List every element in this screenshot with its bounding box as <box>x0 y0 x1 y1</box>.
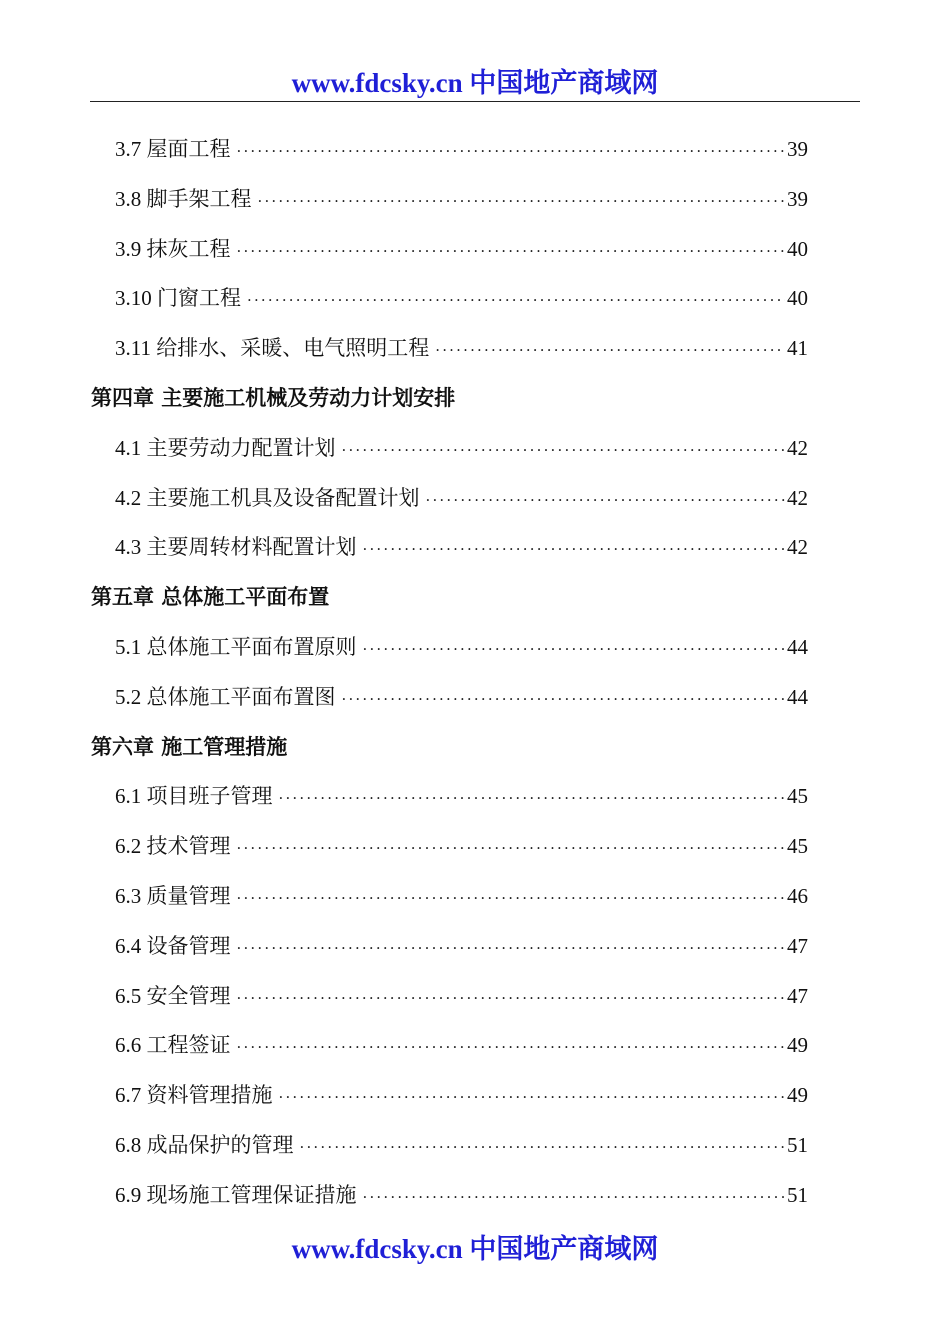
toc-entry <box>115 1080 808 1110</box>
dot-leader <box>247 285 785 315</box>
toc-entry <box>115 333 808 363</box>
toc-entry-title: 5.1 总体施工平面布置原则 <box>115 635 357 659</box>
toc-entry-page-number: 41 <box>787 336 808 360</box>
toc-entry <box>115 483 808 513</box>
toc-entry-page-number: 47 <box>787 984 808 1008</box>
toc-entry-title: 6.3 质量管理 <box>115 884 231 908</box>
toc-entry <box>115 931 808 961</box>
toc-entry <box>115 134 808 164</box>
toc-entry <box>115 781 808 811</box>
toc-entry <box>115 881 808 911</box>
toc-entry <box>115 632 808 662</box>
dot-leader <box>258 186 786 216</box>
chapter-title: 第四章 主要施工机械及劳动力计划安排 <box>91 386 456 410</box>
toc-entry-page-number: 42 <box>787 486 808 510</box>
chapter-heading <box>91 383 811 413</box>
toc-entry-page-number: 46 <box>787 884 808 908</box>
dot-leader <box>426 485 786 515</box>
toc-entry <box>115 234 808 264</box>
toc-entry-page-number: 45 <box>787 834 808 858</box>
dot-leader <box>342 684 786 714</box>
chapter-heading <box>91 582 811 612</box>
toc-entry-page-number: 42 <box>787 436 808 460</box>
toc-entry-page-number: 42 <box>787 535 808 559</box>
toc-entry-title: 6.8 成品保护的管理 <box>115 1133 294 1157</box>
dot-leader <box>237 1032 786 1062</box>
toc-entry-title: 5.2 总体施工平面布置图 <box>115 685 336 709</box>
toc-entry <box>115 1030 808 1060</box>
toc-entry-page-number: 44 <box>787 635 808 659</box>
toc-entry-title: 3.9 抹灰工程 <box>115 237 231 261</box>
toc-entry-title: 6.9 现场施工管理保证措施 <box>115 1183 357 1207</box>
toc-entry-title: 6.1 项目班子管理 <box>115 784 273 808</box>
toc-entry <box>115 1130 808 1160</box>
toc-entry-page-number: 44 <box>787 685 808 709</box>
toc-entry <box>115 1180 808 1210</box>
toc-entry <box>115 981 808 1011</box>
toc-entry <box>115 283 808 313</box>
dot-leader <box>435 335 785 365</box>
toc-entry-title: 6.5 安全管理 <box>115 984 231 1008</box>
toc-entry-page-number: 40 <box>787 237 808 261</box>
toc-entry-title: 4.1 主要劳动力配置计划 <box>115 436 336 460</box>
toc-entry <box>115 532 808 562</box>
toc-entry-title: 3.7 屋面工程 <box>115 137 231 161</box>
toc-entry-title: 6.7 资料管理措施 <box>115 1083 273 1107</box>
dot-leader <box>237 236 786 266</box>
toc-entry-title: 6.4 设备管理 <box>115 934 231 958</box>
toc-entry-title: 4.3 主要周转材料配置计划 <box>115 535 357 559</box>
toc-entry-title: 6.2 技术管理 <box>115 834 231 858</box>
toc-entry-title: 6.6 工程签证 <box>115 1033 231 1057</box>
toc-entry-page-number: 49 <box>787 1083 808 1107</box>
toc-entry-page-number: 49 <box>787 1033 808 1057</box>
toc-entry-title: 3.11 给排水、采暖、电气照明工程 <box>115 336 430 360</box>
toc-entry-page-number: 40 <box>787 286 808 310</box>
dot-leader <box>237 833 786 863</box>
dot-leader <box>279 783 786 813</box>
dot-leader <box>237 983 786 1013</box>
toc-entry-page-number: 39 <box>787 137 808 161</box>
dot-leader <box>279 1082 786 1112</box>
site-header-watermark: www.fdcsky.cn 中国地产商域网 <box>291 68 659 98</box>
dot-leader <box>363 534 786 564</box>
chapter-title: 第六章 施工管理措施 <box>91 735 288 759</box>
dot-leader <box>363 1182 786 1212</box>
dot-leader <box>300 1132 786 1162</box>
dot-leader <box>363 634 786 664</box>
toc-entry <box>115 184 808 214</box>
toc-entry-title: 3.10 门窗工程 <box>115 286 241 310</box>
dot-leader <box>237 933 786 963</box>
toc-entry <box>115 831 808 861</box>
chapter-heading <box>91 732 811 762</box>
toc-entry-page-number: 47 <box>787 934 808 958</box>
toc-entry-page-number: 51 <box>787 1133 808 1157</box>
toc-entry-page-number: 51 <box>787 1183 808 1207</box>
toc-entry-page-number: 39 <box>787 187 808 211</box>
site-footer-watermark: www.fdcsky.cn 中国地产商域网 <box>291 1234 659 1264</box>
dot-leader <box>237 136 786 166</box>
toc-entry-title: 4.2 主要施工机具及设备配置计划 <box>115 486 420 510</box>
toc-entry <box>115 433 808 463</box>
toc-entry-page-number: 45 <box>787 784 808 808</box>
dot-leader <box>342 435 786 465</box>
toc-entry-title: 3.8 脚手架工程 <box>115 187 252 211</box>
dot-leader <box>237 883 786 913</box>
toc-entry <box>115 682 808 712</box>
chapter-title: 第五章 总体施工平面布置 <box>91 585 330 609</box>
